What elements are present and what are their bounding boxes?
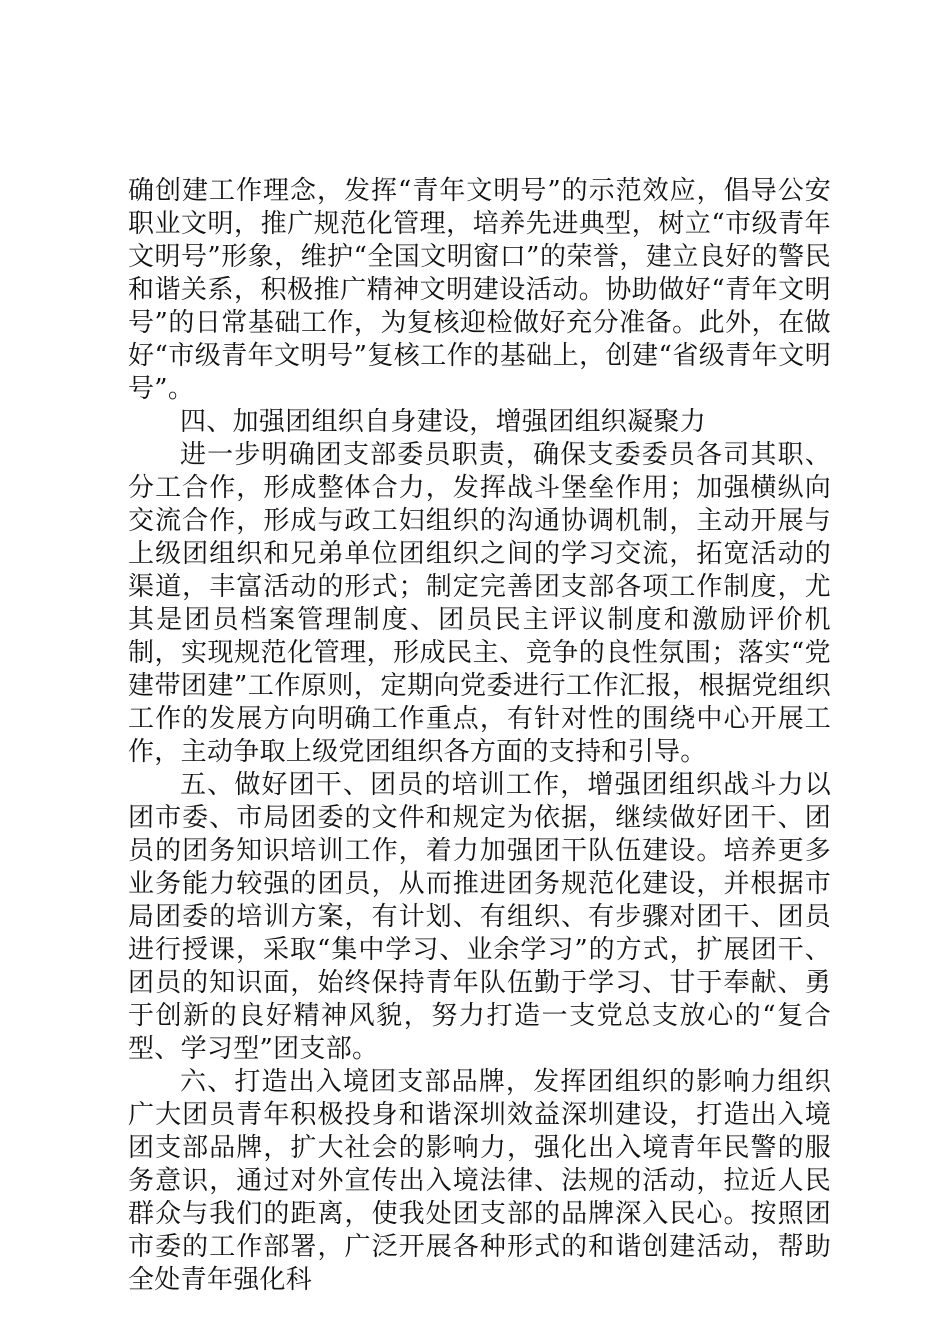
paragraph-section-4: 进一步明确团支部委员职责，确保支委委员各司其职、分工合作，形成整体合力，发挥战斗堡垒作用；加强横纵向交流合作，形成与政工妇组织的沟通协调机制，主动开展与上级团组织和兄弟单位团组织之间的学习交流，拓宽活动的渠道，丰富活动的形式；制定完善团支部各项工作制度，尤其是团员档案管理制度、团员民主评议制度和激励评价机制，实现规范化管理，形成民主、竞争的良性氛围；落实“党建带团建”工作原则，定期向党委进行工作汇报，根据党组织工作的发展方向明确工作重点，有针对性的围绕中心开展工作，主动争取上级党团组织各方面的支持和引导。 — [128, 440, 831, 767]
paragraph-section-6: 六、打造出入境团支部品牌，发挥团组织的影响力组织广大团员青年积极投身和谐深圳效益深圳建设，打造出入境团支部品牌，扩大社会的影响力，强化出入境青年民警的服务意识，通过对外宣传出入境法律、法规的活动，拉近人民群众与我们的距离，使我处团支部的品牌深入民心。按照团市委的工作部署，广泛开展各种形式的和谐创建活动，帮助全处青年强化科 — [128, 1067, 831, 1295]
paragraph-continuation: 确创建工作理念，发挥“青年文明号”的示范效应，倡导公安职业文明，推广规范化管理，培养先进典型，树立“市级青年文明号”形象，维护“全国文明窗口”的荣誉，建立良好的警民和谐关系，积极推广精神文明建设活动。协助做好“青年文明号”的日常基础工作，为复核迎检做好充分准备。此外，在做好“市级青年文明号”复核工作的基础上，创建“省级青年文明号”。 — [128, 176, 831, 404]
paragraph-section-5: 五、做好团干、团员的培训工作，增强团组织战斗力以团市委、市局团委的文件和规定为依据，继续做好团干、团员的团务知识培训工作，着力加强团干队伍建设。培养更多业务能力较强的团员，从而推进团务规范化建设，并根据市局团委的培训方案，有计划、有组织、有步骤对团干、团员进行授课，采取“集中学习、业余学习”的方式，扩展团干、团员的知识面，始终保持青年队伍勤于学习、甘于奉献、勇于创新的良好精神风貌，努力打造一支党总支放心的“复合型、学习型”团支部。 — [128, 770, 831, 1064]
section-heading-4: 四、加强团组织自身建设，增强团组织凝聚力 — [180, 407, 707, 437]
document-body — [128, 175, 831, 1297]
